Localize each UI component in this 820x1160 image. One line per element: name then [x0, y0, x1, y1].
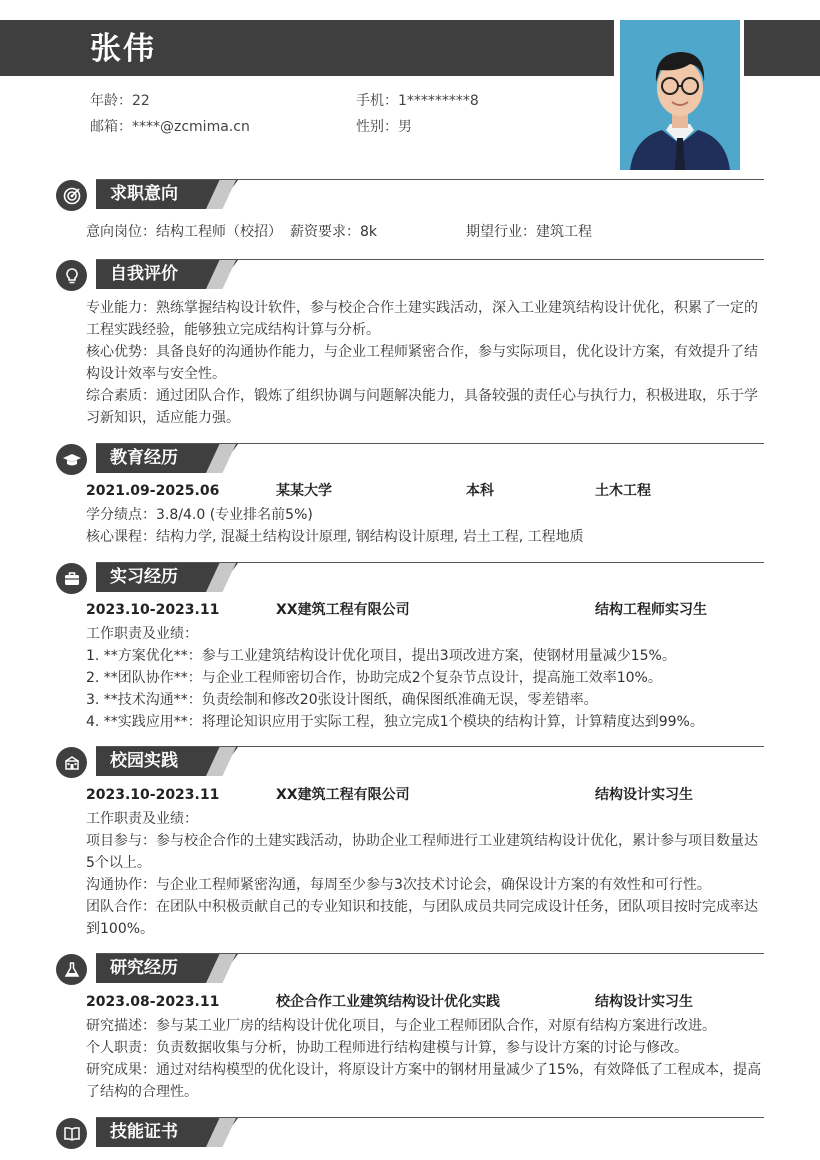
text-line: 研究描述：参与某工业厂房的结构设计优化项目，与企业工程师团队合作，对原有结构方案进行改进。 [86, 1018, 716, 1034]
education-entry-header [86, 481, 764, 501]
text-line: 团队合作：在团队中积极贡献自己的专业知识和技能，与团队成员共同完成设计任务，团队项目按时完成率达 [86, 899, 758, 915]
text-line: 研究成果：通过对结构模型的优化设计，将原设计方案中的钢材用量减少了15%，有效降低了工程成本，提高 [86, 1062, 762, 1078]
section-title: 自我评价 [110, 264, 178, 284]
self-eval-text [86, 297, 764, 429]
person-photo-icon [620, 20, 740, 170]
section-title: 研究经历 [110, 958, 178, 978]
briefcase-icon [56, 563, 87, 594]
intention-row [86, 221, 764, 243]
campus-entry-header [86, 785, 764, 805]
building-icon [56, 747, 87, 778]
section-header-internship [56, 562, 764, 596]
flask-icon [56, 954, 87, 985]
education-details [86, 504, 764, 548]
section-title: 实习经历 [110, 567, 178, 587]
section-header-education [56, 443, 764, 477]
book-icon [56, 1118, 87, 1149]
header-bar-right [744, 20, 820, 76]
text-line: 4. **实践应用**：将理论知识应用于实际工程，独立完成1个模块的结构计算，计算精度达到99%。 [86, 714, 704, 730]
text-line: 工作职责及业绩： [86, 626, 198, 642]
section-title: 求职意向 [110, 184, 178, 204]
section-title: 教育经历 [110, 448, 178, 468]
internship-company: XX建筑工程有限公司 [276, 602, 410, 618]
phone-field: 手机：1*********8 [356, 93, 479, 109]
section-header-campus [56, 746, 764, 780]
text-line: 核心优势：具备良好的沟通协作能力，与企业工程师紧密合作，参与实际项目，优化设计方案，有效提升了结 [86, 344, 758, 360]
graduation-cap-icon [56, 444, 87, 475]
education-period: 2021.09-2025.06 [86, 483, 220, 499]
internship-details [86, 623, 764, 733]
section-header-skills [56, 1117, 764, 1151]
text-line: 1. **方案优化**：参与工业建筑结构设计优化项目，提出3项改进方案，使钢材用量减少15%。 [86, 648, 676, 664]
education-school: 某某大学 [276, 483, 332, 499]
education-major: 土木工程 [595, 483, 651, 499]
section-title: 校园实践 [110, 751, 178, 771]
target-icon [56, 180, 87, 211]
text-line: 工作职责及业绩： [86, 811, 198, 827]
text-line: 专业能力：熟练掌握结构设计软件，参与校企合作土建实践活动，深入工业建筑结构设计优化，积累了一定的 [86, 300, 758, 316]
text-line: 工程实践经验，能够独立完成结构计算与分析。 [86, 322, 380, 338]
gender-field: 性别：男 [356, 119, 412, 135]
campus-role: 结构设计实习生 [595, 787, 693, 803]
internship-role: 结构工程师实习生 [595, 602, 707, 618]
section-title: 技能证书 [110, 1122, 178, 1142]
research-details [86, 1015, 764, 1103]
text-line: 综合素质：通过团队合作，锻炼了组织协调与问题解决能力，具备较强的责任心与执行力，积极进取，乐于学 [86, 388, 758, 404]
text-line: 个人职责：负责数据收集与分析，协助工程师进行结构建模与计算，参与设计方案的讨论与修改。 [86, 1040, 688, 1056]
section-header-self-eval [56, 259, 764, 293]
section-header-intention [56, 179, 764, 213]
research-entry-header [86, 992, 764, 1012]
education-courses: 核心课程：结构力学, 混凝土结构设计原理, 钢结构设计原理, 岩土工程, 工程地质 [86, 529, 584, 545]
text-line: 3. **技术沟通**：负责绘制和修改20张设计图纸，确保图纸准确无误，零差错率。 [86, 692, 598, 708]
text-line: 项目参与：参与校企合作的土建实践活动，协助企业工程师进行工业建筑结构设计优化，累计参与项目数量达 [86, 833, 758, 849]
text-line: 到100%。 [86, 921, 155, 937]
text-line: 2. **团队协作**：与企业工程师密切合作，协助完成2个复杂节点设计，提高施工效率10%。 [86, 670, 662, 686]
internship-entry-header [86, 600, 764, 620]
research-role: 结构设计实习生 [595, 994, 693, 1010]
intention-position: 意向岗位：结构工程师（校招） [86, 224, 282, 240]
intention-industry: 期望行业：建筑工程 [466, 224, 592, 240]
section-header-research [56, 953, 764, 987]
age-field: 年龄：22 [90, 93, 150, 109]
internship-period: 2023.10-2023.11 [86, 602, 220, 618]
research-period: 2023.08-2023.11 [86, 994, 220, 1010]
education-gpa: 学分绩点：3.8/4.0 (专业排名前5%) [86, 507, 313, 523]
campus-details [86, 808, 764, 940]
text-line: 习新知识，适应能力强。 [86, 410, 240, 426]
text-line: 了结构的合理性。 [86, 1084, 198, 1100]
text-line: 沟通协作：与企业工程师紧密沟通，每周至少参与3次技术讨论会，确保设计方案的有效性和可行性。 [86, 877, 711, 893]
candidate-name: 张伟 [90, 31, 156, 67]
text-line: 构设计效率与安全性。 [86, 366, 226, 382]
email-field: 邮箱：****@zcmima.cn [90, 119, 250, 135]
text-line: 5个以上。 [86, 855, 151, 871]
campus-company: XX建筑工程有限公司 [276, 787, 410, 803]
research-project: 校企合作工业建筑结构设计优化实践 [276, 994, 500, 1010]
intention-salary: 薪资要求：8k [290, 224, 378, 240]
lightbulb-icon [56, 260, 87, 291]
education-degree: 本科 [466, 483, 494, 499]
profile-photo [620, 20, 740, 170]
campus-period: 2023.10-2023.11 [86, 787, 220, 803]
